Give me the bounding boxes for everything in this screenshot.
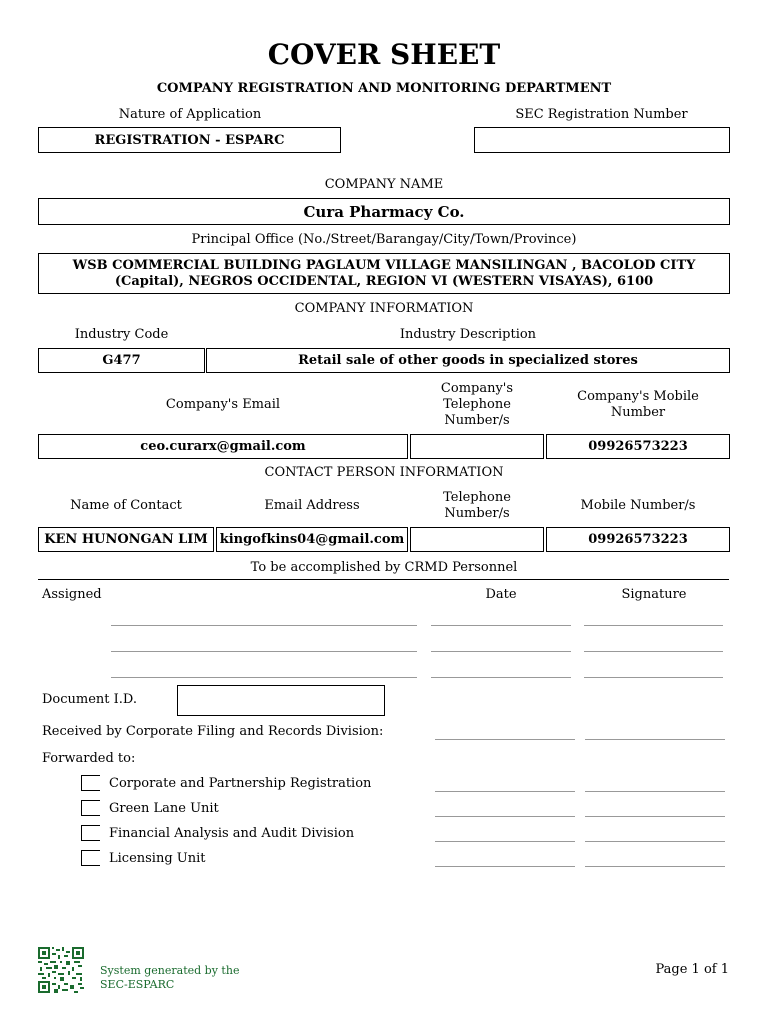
contact-email-label: Email Address	[264, 498, 360, 513]
forward-date-line-3[interactable]	[435, 841, 575, 842]
company-name-label: COMPANY NAME	[324, 177, 444, 192]
company-telephone-label-line-1: Company's	[440, 381, 514, 396]
signature-line-1[interactable]	[584, 625, 723, 626]
principal-office-line-1: WSB COMMERCIAL BUILDING PAGLAUM VILLAGE MANSILINGAN , BACOLOD CITY	[72, 257, 696, 273]
assigned-line-1[interactable]	[111, 625, 417, 626]
forward-checkbox-green-lane[interactable]	[81, 800, 100, 816]
principal-office-label: Principal Office (No./Street/Barangay/City/Town/Province)	[191, 232, 577, 247]
company-email-field[interactable]	[38, 434, 408, 459]
crmd-heading: To be accomplished by CRMD Personnel	[250, 560, 518, 575]
forward-option-financial: Financial Analysis and Audit Division	[109, 826, 355, 841]
system-generated-line-1: System generated by the	[100, 964, 240, 977]
company-mobile-value: 09926573223	[588, 439, 688, 454]
sec-registration-label: SEC Registration Number	[515, 107, 688, 122]
industry-description-value: Retail sale of other goods in specialized stores	[298, 353, 638, 368]
forward-signature-line-2[interactable]	[585, 816, 725, 817]
company-email-label: Company's Email	[165, 397, 281, 412]
crmd-divider	[38, 579, 729, 580]
assigned-label: Assigned	[42, 587, 102, 602]
contact-telephone-label-line-1: Telephone	[443, 490, 511, 505]
sec-registration-field[interactable]	[474, 127, 730, 153]
contact-mobile-label: Mobile Number/s	[580, 498, 696, 513]
received-signature-line[interactable]	[585, 739, 725, 740]
received-date-line[interactable]	[435, 739, 575, 740]
date-label: Date	[485, 587, 517, 602]
forward-signature-line-3[interactable]	[585, 841, 725, 842]
forward-date-line-2[interactable]	[435, 816, 575, 817]
contact-name-value: KEN HUNONGAN LIM	[44, 532, 208, 547]
nature-of-application-label: Nature of Application	[118, 107, 262, 122]
qr-code-icon	[38, 947, 84, 993]
date-line-1[interactable]	[431, 625, 571, 626]
contact-telephone-label-line-2: Number/s	[444, 506, 510, 521]
industry-description-label: Industry Description	[399, 327, 537, 342]
signature-line-2[interactable]	[584, 651, 723, 652]
company-telephone-label	[410, 381, 544, 429]
nature-of-application-value: REGISTRATION - ESPARC	[94, 132, 285, 148]
forward-option-corporate: Corporate and Partnership Registration	[109, 776, 372, 791]
document-id-label: Document I.D.	[42, 692, 138, 707]
forward-date-line-4[interactable]	[435, 866, 575, 867]
date-line-3[interactable]	[431, 677, 571, 678]
industry-code-field[interactable]	[38, 348, 205, 373]
signature-line-3[interactable]	[584, 677, 723, 678]
company-mobile-field[interactable]	[546, 434, 730, 459]
contact-mobile-value: 09926573223	[588, 532, 688, 547]
company-telephone-label-line-2: Telephone	[443, 397, 511, 412]
contact-name-field[interactable]	[38, 527, 214, 552]
forwarded-label: Forwarded to:	[42, 751, 136, 766]
system-generated-note	[100, 964, 239, 992]
forward-option-green-lane: Green Lane Unit	[109, 801, 219, 816]
company-name-field[interactable]	[38, 198, 730, 225]
forward-signature-line-1[interactable]	[585, 791, 725, 792]
industry-code-label: Industry Code	[74, 327, 169, 342]
company-name-value: Cura Pharmacy Co.	[303, 202, 465, 221]
company-mobile-label	[546, 389, 730, 421]
industry-description-field[interactable]	[206, 348, 730, 373]
assigned-line-2[interactable]	[111, 651, 417, 652]
company-email-value: ceo.curarx@gmail.com	[140, 439, 306, 454]
company-information-heading: COMPANY INFORMATION	[294, 301, 474, 316]
received-label: Received by Corporate Filing and Records Division:	[42, 724, 384, 739]
company-telephone-label-line-3: Number/s	[444, 413, 510, 428]
forward-option-licensing: Licensing Unit	[109, 851, 206, 866]
forward-date-line-1[interactable]	[435, 791, 575, 792]
company-telephone-field[interactable]	[410, 434, 544, 459]
principal-office-field[interactable]	[38, 253, 730, 294]
department-heading: COMPANY REGISTRATION AND MONITORING DEPARTMENT	[156, 81, 612, 96]
contact-name-label: Name of Contact	[70, 498, 182, 513]
contact-email-value: kingofkins04@gmail.com	[219, 532, 405, 547]
forward-checkbox-licensing[interactable]	[81, 850, 100, 866]
forward-checkbox-corporate[interactable]	[81, 775, 100, 791]
contact-telephone-label	[410, 490, 544, 522]
principal-office-line-2: (Capital), NEGROS OCCIDENTAL, REGION VI (WESTERN VISAYAS), 6100	[114, 273, 654, 289]
assigned-line-3[interactable]	[111, 677, 417, 678]
signature-label: Signature	[621, 587, 687, 602]
page-title: COVER SHEET	[267, 38, 501, 71]
forward-checkbox-financial[interactable]	[81, 825, 100, 841]
document-id-field[interactable]	[177, 685, 385, 716]
company-mobile-label-line-1: Company's Mobile	[577, 389, 699, 404]
contact-mobile-field[interactable]	[546, 527, 730, 552]
date-line-2[interactable]	[431, 651, 571, 652]
contact-telephone-field[interactable]	[410, 527, 544, 552]
page-number: Page 1 of 1	[655, 962, 729, 977]
industry-code-value: G477	[102, 353, 141, 368]
system-generated-line-2: SEC-ESPARC	[100, 978, 175, 991]
contact-email-field[interactable]	[216, 527, 408, 552]
nature-of-application-field[interactable]	[38, 127, 341, 153]
forward-signature-line-4[interactable]	[585, 866, 725, 867]
company-mobile-label-line-2: Number	[610, 405, 666, 420]
contact-person-heading: CONTACT PERSON INFORMATION	[264, 465, 504, 480]
